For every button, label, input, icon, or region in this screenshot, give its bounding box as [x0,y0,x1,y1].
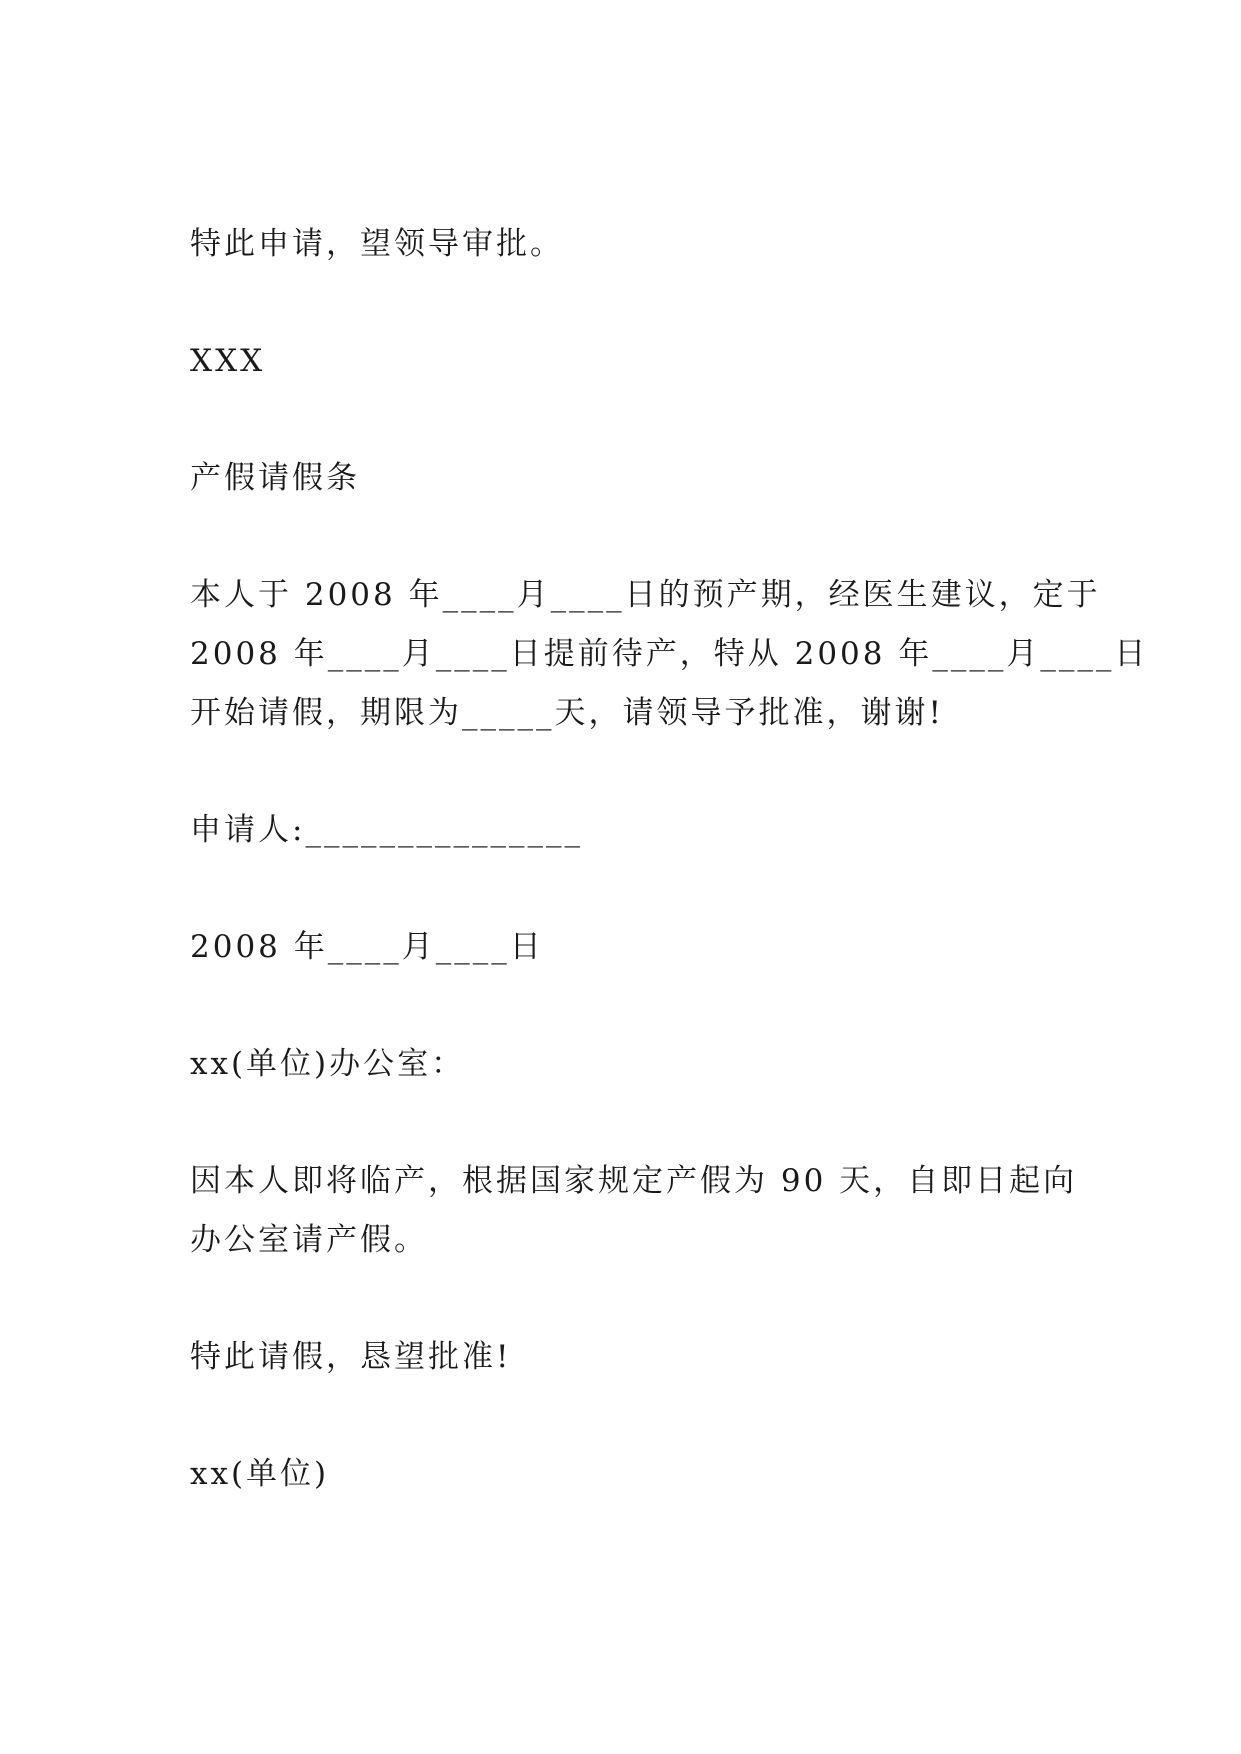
second-signature: xx(单位) [190,1456,330,1492]
second-closing-line: 特此请假，恳望批准! [190,1339,512,1375]
applicant-line: 申请人:_______________ [190,812,583,848]
second-body-line: 办公室请产假。 [190,1222,428,1258]
body-paragraph-line: 本人于 2008 年____月____日的预产期，经医生建议，定于 [190,577,1101,613]
date-line: 2008 年____月____日 [190,929,544,965]
closing-request-line: 特此申请，望领导审批。 [190,226,564,262]
signature-name: XXX [190,343,266,379]
document-title: 产假请假条 [190,460,360,496]
body-paragraph-line: 开始请假，期限为_____天，请领导予批准，谢谢! [190,695,944,731]
body-paragraph-line: 2008 年____月____日提前待产，特从 2008 年____月____日 [190,636,1149,672]
second-body-line: 因本人即将临产，根据国家规定产假为 90 天，自即日起向 [190,1163,1078,1199]
addressee-line: xx(单位)办公室： [190,1046,466,1082]
